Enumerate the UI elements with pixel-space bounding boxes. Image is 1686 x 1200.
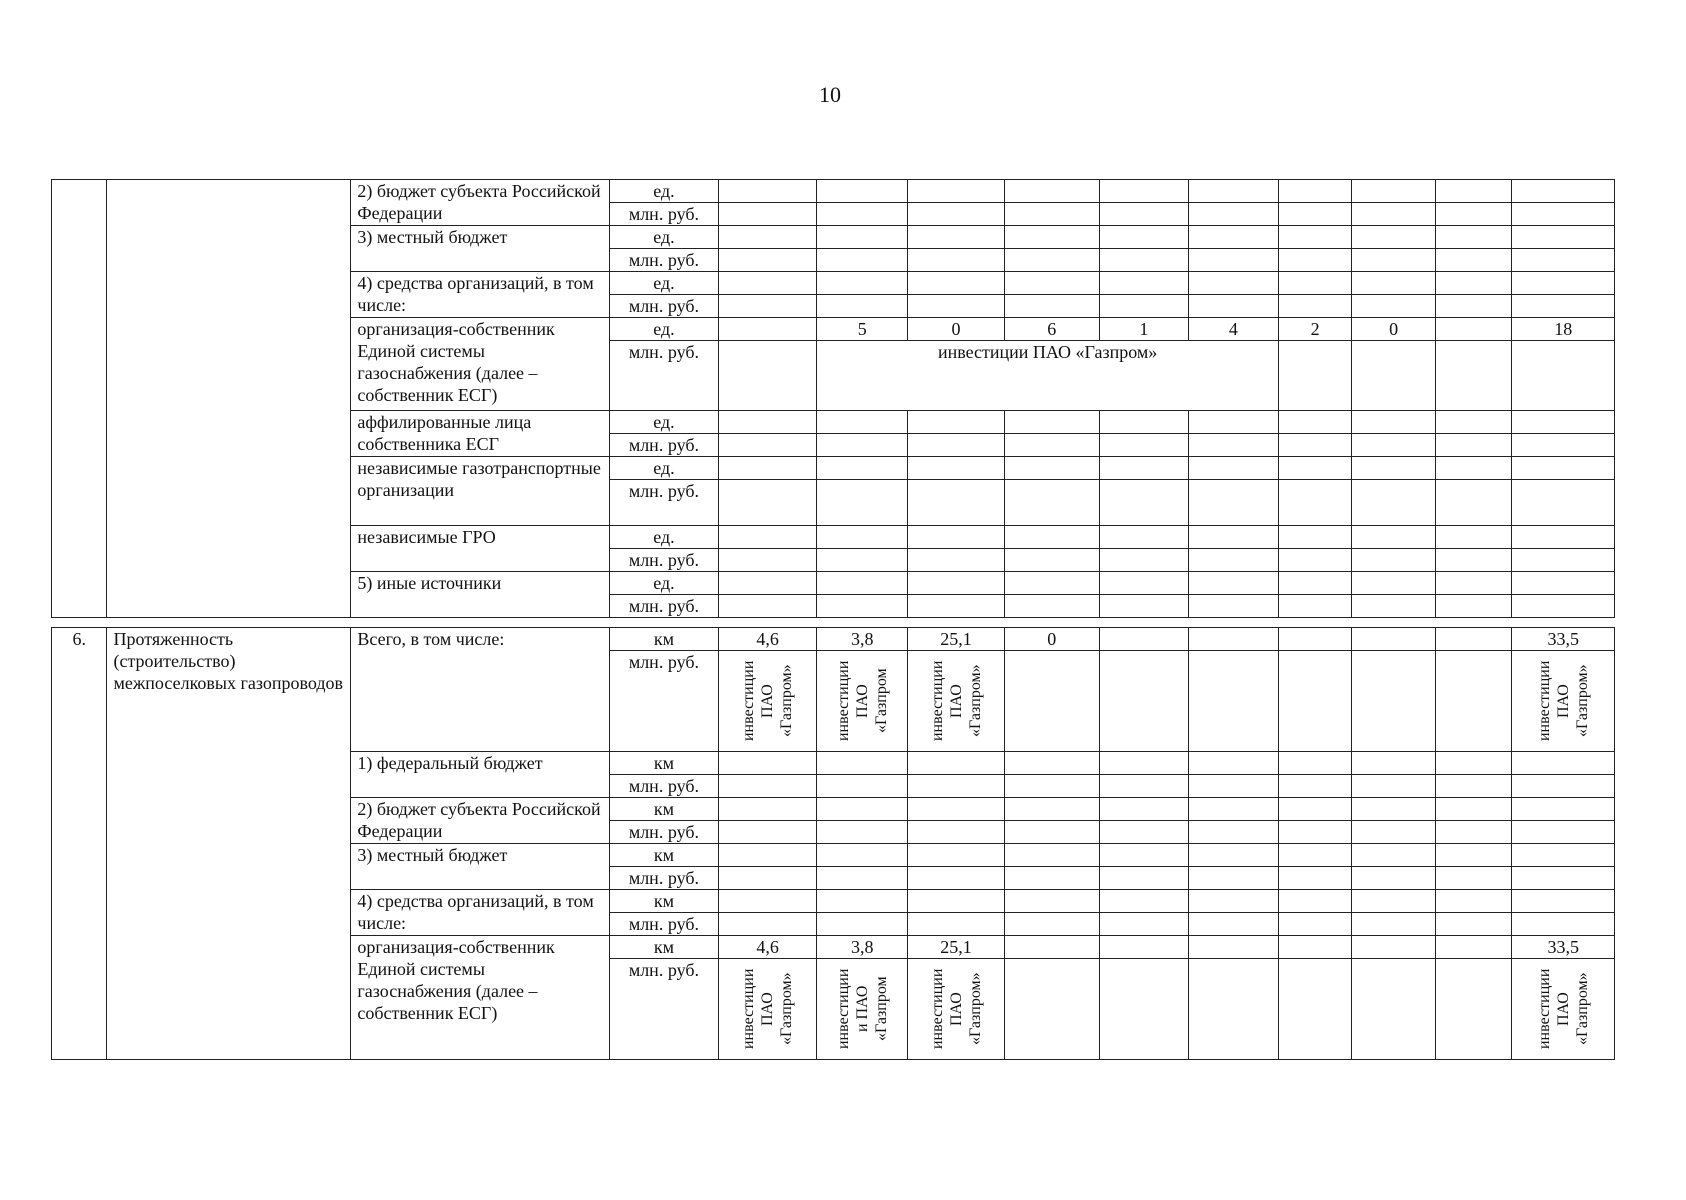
unit-label: км bbox=[609, 628, 718, 651]
unit-label: ед. bbox=[609, 318, 718, 341]
value-cell: 6 bbox=[1004, 318, 1099, 341]
unit-label: км bbox=[609, 844, 718, 867]
unit-label: км bbox=[609, 798, 718, 821]
value-cell bbox=[1435, 318, 1511, 341]
value-cell: 18 bbox=[1512, 318, 1615, 341]
indicator-label: Протяженность (строительство) межпоселковых газопроводов bbox=[107, 628, 351, 1060]
unit-label: ед. bbox=[609, 411, 718, 434]
value-cell: 0 bbox=[1352, 318, 1436, 341]
source-label: 1) федеральный бюджет bbox=[351, 752, 610, 798]
investment-note: инвестиции ПАО «Газпром» bbox=[1535, 968, 1591, 1050]
source-label: 2) бюджет субъекта Российской Федерации bbox=[351, 180, 610, 226]
investment-table bbox=[51, 179, 1615, 618]
investment-table-section6 bbox=[51, 627, 1615, 1060]
unit-label: млн. руб. bbox=[609, 867, 718, 890]
value-cell: 2 bbox=[1278, 318, 1351, 341]
value-cell: 33,5 bbox=[1512, 936, 1615, 959]
unit-label: млн. руб. bbox=[609, 549, 718, 572]
unit-label: млн. руб. bbox=[609, 434, 718, 457]
table-row bbox=[52, 628, 1615, 651]
value-cell: 3,8 bbox=[817, 936, 908, 959]
source-label: аффилированные лица собственника ЕСГ bbox=[351, 411, 610, 457]
investment-note: инвестиции ПАО «Газпром bbox=[834, 660, 890, 742]
source-label: 4) средства организаций, в том числе: bbox=[351, 890, 610, 936]
investment-note: инвестиции ПАО «Газпром» bbox=[928, 968, 984, 1050]
investment-note: инвестиции ПАО «Газпром» bbox=[1535, 660, 1591, 742]
unit-label: млн. руб. bbox=[609, 821, 718, 844]
unit-label: млн. руб. bbox=[609, 775, 718, 798]
investment-note: инвестиции ПАО «Газпром» bbox=[740, 968, 796, 1050]
unit-label: млн. руб. bbox=[609, 249, 718, 272]
value-cell: 4,6 bbox=[718, 936, 816, 959]
unit-label: ед. bbox=[609, 572, 718, 595]
investment-note: инвестиции ПАО «Газпром» bbox=[740, 660, 796, 742]
unit-label: км bbox=[609, 936, 718, 959]
value-cell: 5 bbox=[817, 318, 908, 341]
unit-label: ед. bbox=[609, 180, 718, 203]
value-cell: 3,8 bbox=[817, 628, 908, 651]
investment-note: инвестиции и ПАО «Газпром bbox=[834, 968, 890, 1050]
source-label: независимые газотранспортные организации bbox=[351, 457, 610, 526]
value-cell: 33,5 bbox=[1512, 628, 1615, 651]
source-label: организация-собственник Единой системы газоснабжения (далее – собственник ЕСГ) bbox=[351, 936, 610, 1060]
unit-label: млн. руб. bbox=[609, 341, 718, 411]
table-row bbox=[52, 180, 1615, 203]
source-label: 4) средства организаций, в том числе: bbox=[351, 272, 610, 318]
source-label: 2) бюджет субъекта Российской Федерации bbox=[351, 798, 610, 844]
source-label: 3) местный бюджет bbox=[351, 226, 610, 272]
unit-label: км bbox=[609, 890, 718, 913]
unit-label: млн. руб. bbox=[609, 480, 718, 526]
source-label: Всего, в том числе: bbox=[351, 628, 610, 752]
unit-label: млн. руб. bbox=[609, 959, 718, 1060]
unit-label: км bbox=[609, 752, 718, 775]
source-label: 5) иные источники bbox=[351, 572, 610, 618]
value-cell: 4 bbox=[1188, 318, 1278, 341]
value-cell: 25,1 bbox=[908, 628, 1004, 651]
unit-label: млн. руб. bbox=[609, 203, 718, 226]
value-cell bbox=[718, 318, 816, 341]
unit-label: ед. bbox=[609, 457, 718, 480]
page-number: 10 bbox=[819, 82, 841, 107]
unit-label: ед. bbox=[609, 272, 718, 295]
row-number: 6. bbox=[52, 628, 107, 1060]
indicator-cell bbox=[107, 180, 351, 618]
source-label: организация-собственник Единой системы газоснабжения (далее – собственник ЕСГ) bbox=[351, 318, 610, 411]
unit-label: млн. руб. bbox=[609, 595, 718, 618]
value-cell: 0 bbox=[1004, 628, 1099, 651]
source-label: независимые ГРО bbox=[351, 526, 610, 572]
unit-label: ед. bbox=[609, 226, 718, 249]
value-cell: 1 bbox=[1099, 318, 1188, 341]
unit-label: млн. руб. bbox=[609, 651, 718, 752]
investment-note: инвестиции ПАО «Газпром» bbox=[928, 660, 984, 742]
source-label: 3) местный бюджет bbox=[351, 844, 610, 890]
value-cell: 4,6 bbox=[718, 628, 816, 651]
value-cell: 25,1 bbox=[908, 936, 1004, 959]
unit-label: млн. руб. bbox=[609, 913, 718, 936]
investment-note: инвестиции ПАО «Газпром» bbox=[817, 341, 1279, 411]
unit-label: ед. bbox=[609, 526, 718, 549]
row-number-cell bbox=[52, 180, 107, 618]
value-cell: 0 bbox=[908, 318, 1004, 341]
unit-label: млн. руб. bbox=[609, 295, 718, 318]
